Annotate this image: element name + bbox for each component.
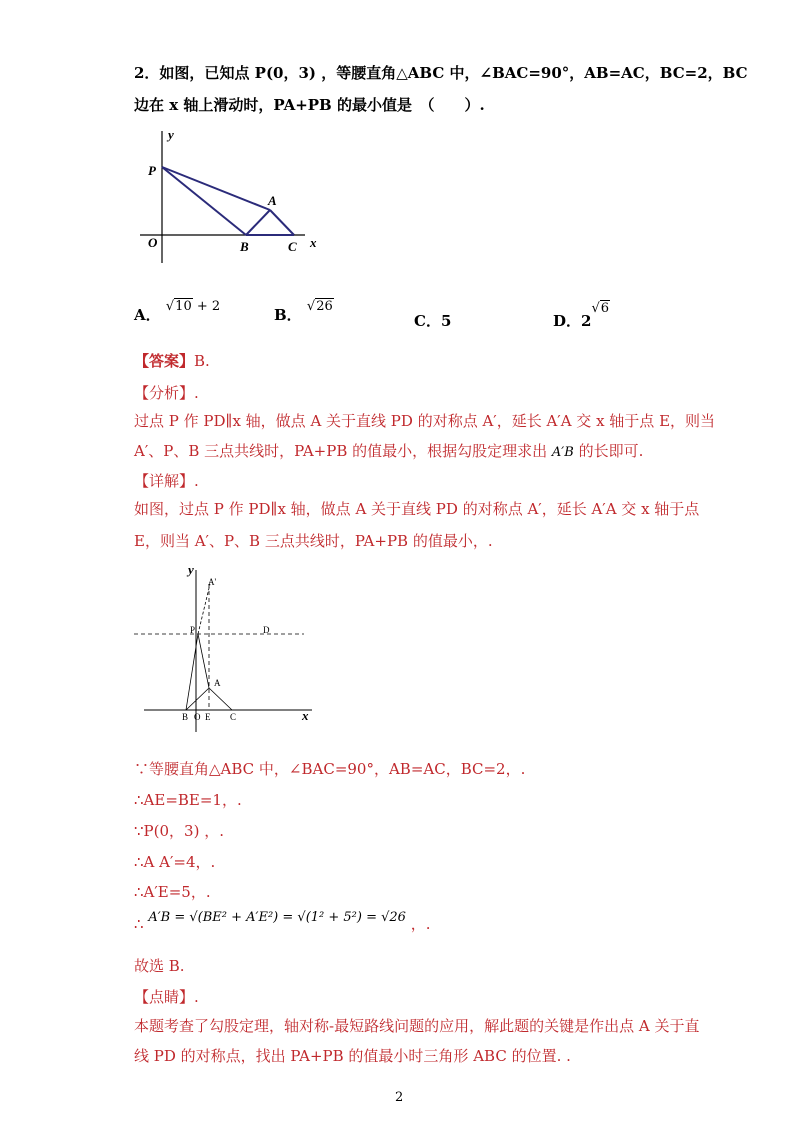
option-b-label: B． <box>274 306 302 324</box>
option-b-radicand: 26 <box>316 299 333 314</box>
step-6 <box>134 910 431 934</box>
option-b <box>274 299 334 325</box>
option-c: C．5 <box>414 312 452 330</box>
label-a-2: A <box>214 678 221 688</box>
answer <box>134 350 210 371</box>
segment-ac-2 <box>209 688 232 710</box>
step-4: ∴A A′=4，. <box>134 853 216 871</box>
analysis-line-2c: 的长即可. <box>578 442 644 460</box>
label-x-2: x <box>302 708 309 723</box>
label-e: E <box>205 712 211 722</box>
step-6-formula: A′B = √(BE² + A′E²) = √(1² + 5²) = √26 <box>148 910 406 925</box>
option-d-radicand: 6 <box>600 301 610 316</box>
segment-ba-2 <box>186 688 209 710</box>
label-p-2: P <box>190 625 196 635</box>
label-y: y <box>168 127 174 142</box>
comment-tag: 【点睛】. <box>134 988 199 1006</box>
detail-tag: 【详解】. <box>134 472 199 490</box>
label-c-2: C <box>230 712 237 722</box>
label-d: D <box>263 625 270 635</box>
segment-p-aprime <box>198 584 210 634</box>
label-p: P <box>148 163 156 178</box>
segment-pa-2 <box>198 634 209 688</box>
label-b-2: B <box>182 712 189 722</box>
question-line-2: 边在 x 轴上滑动时，PA+PB 的最小值是 （ ）. <box>134 96 485 114</box>
step-2: ∴AE=BE=1，. <box>134 791 242 809</box>
label-a: A <box>268 193 277 208</box>
option-a-radicand: 10 <box>175 299 192 314</box>
segment-pa <box>162 167 270 210</box>
label-o-2: O <box>194 712 201 722</box>
option-d <box>553 301 610 331</box>
label-b: B <box>240 239 249 254</box>
option-a-label: A． <box>134 306 161 324</box>
comment-line-1: 本题考查了勾股定理，轴对称-最短路线问题的应用，解此题的关键是作出点 A 关于直 <box>134 1017 700 1035</box>
option-a-value: √10 + 2 <box>165 299 221 314</box>
answer-value: B. <box>194 352 210 370</box>
segment-pb <box>162 167 246 235</box>
answer-tag: 【答案】 <box>134 352 195 370</box>
option-d-label: D．2 <box>553 312 592 330</box>
option-b-value: √26 <box>306 299 333 314</box>
analysis-tag: 【分析】. <box>134 384 199 402</box>
step-6-suffix: ，. <box>410 915 431 933</box>
step-7: 故选 B. <box>134 957 185 975</box>
option-a <box>134 299 221 325</box>
analysis-line-2a: A′、P、B 三点共线时，PA+PB 的值最小，根据勾股定理求出 <box>134 442 548 460</box>
question-figure <box>130 125 330 265</box>
label-c: C <box>288 239 297 254</box>
label-o: O <box>148 235 158 250</box>
step-3: ∵P(0，3) ，. <box>134 822 224 840</box>
step-6-prefix: ∴ <box>134 915 144 933</box>
segment-ac <box>270 210 294 235</box>
step-1: ∵等腰直角△ABC 中，∠BAC=90°，AB=AC，BC=2，. <box>134 760 526 778</box>
label-y-2: y <box>188 562 194 577</box>
detail-line-2: E，则当 A′、P、B 三点共线时，PA+PB 的值最小，. <box>134 532 493 550</box>
option-a-rest: + 2 <box>196 299 221 314</box>
page-number: 2 <box>395 1090 404 1105</box>
label-x: x <box>310 235 317 250</box>
option-d-value: √6 <box>591 301 610 316</box>
solution-figure <box>130 560 330 735</box>
detail-line-1: 如图，过点 P 作 PD∥x 轴，做点 A 关于直线 PD 的对称点 A′，延长 A′A 交 x 轴于点 <box>134 500 700 518</box>
segment-ba <box>246 210 270 235</box>
question-line-1: 2．如图，已知点 P(0，3) ，等腰直角△ABC 中，∠BAC=90°，AB=AC，BC=2，BC <box>134 64 748 82</box>
step-5: ∴A′E=5，. <box>134 883 211 901</box>
analysis-line-2 <box>134 440 643 461</box>
label-aprime: A' <box>208 577 217 587</box>
analysis-line-2b: A′B <box>551 445 574 460</box>
analysis-line-1: 过点 P 作 PD∥x 轴，做点 A 关于直线 PD 的对称点 A′，延长 A′A 交 x 轴于点 E，则当 <box>134 412 716 430</box>
comment-line-2: 线 PD 的对称点，找出 PA+PB 的值最小时三角形 ABC 的位置. . <box>134 1047 571 1065</box>
